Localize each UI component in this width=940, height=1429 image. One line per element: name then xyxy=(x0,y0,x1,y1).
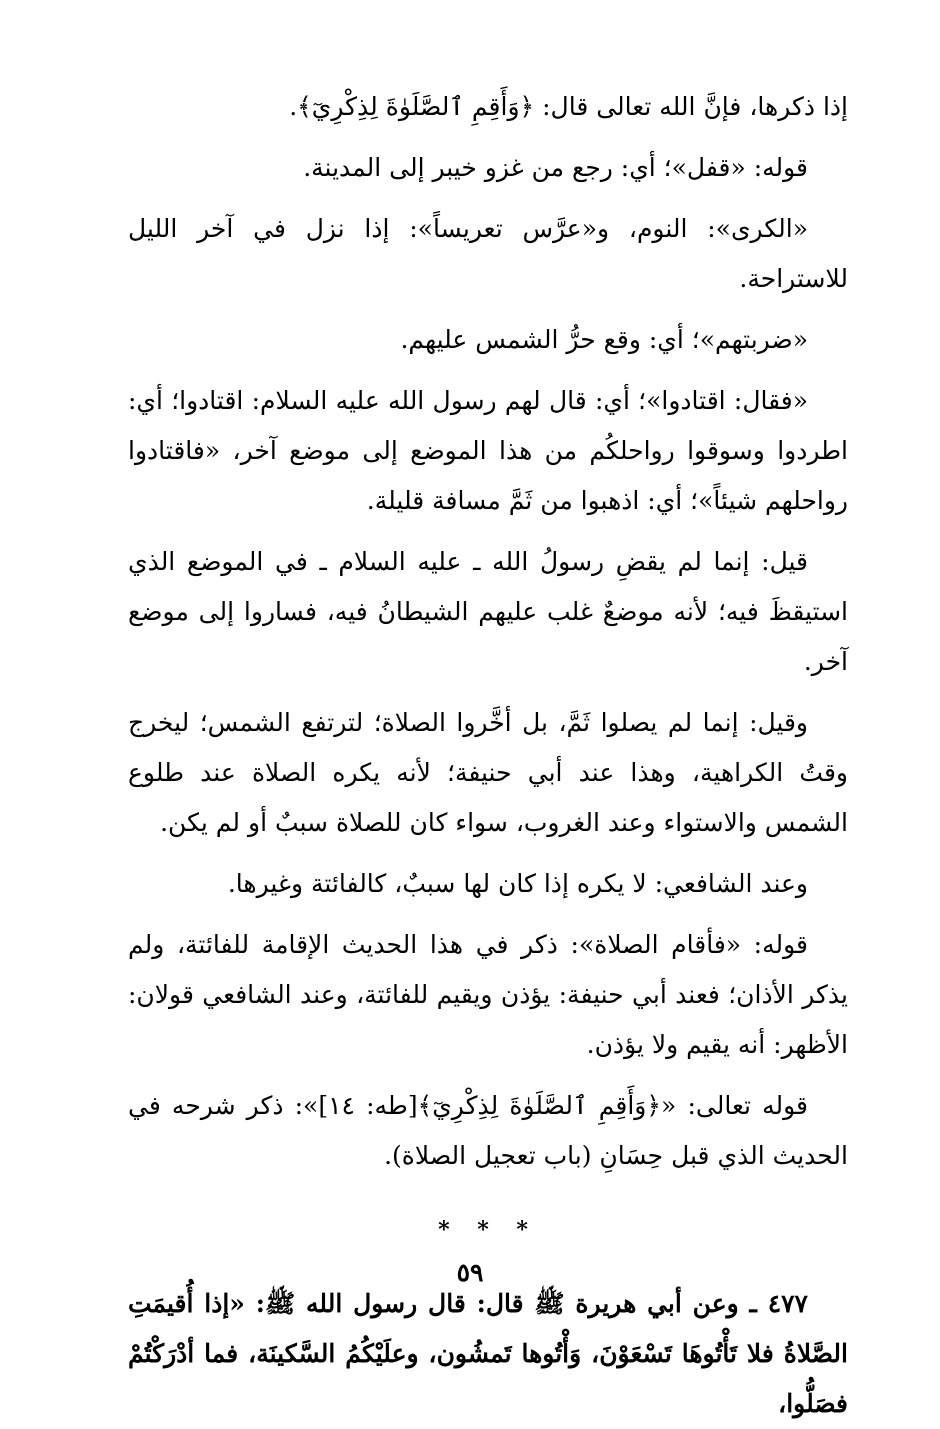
paragraph-9: قوله: «فأقام الصلاة»: ذكر في هذا الحديث الإقامة للفائتة، ولم يذكر الأذان؛ فعند أبي حنيفة: يؤذن ويقيم للفائتة، وعند الشافعي قولان: الأظهر: أنه يقيم ولا يؤذن. xyxy=(128,930,848,1059)
paragraph-7: وقيل: إنما لم يصلوا ثَمَّ، بل أخَّروا الصلاة؛ لترتفع الشمس؛ ليخرج وقتُ الكراهية، وهذا عند أبي حنيفة؛ لأنه يكره الصلاة عند طلوع الشمس والاستواء وعند الغروب، سواء كان للصلاة سببٌ أو لم يكن. xyxy=(128,708,848,837)
hadith-text: ٤٧٧ ـ وعن أبي هريرة ﷺ قال: قال رسول الله ﷺ: «إذا أُقيمَتِ الصَّلاةُ فلا تَأْتُوهَا تَسْعَوْنَ، وَأْتُوها تَمشُون، وعلَيْكُمُ السَّكينَة، فما أدْرَكْتُمْ فصَلُّوا، xyxy=(128,1289,848,1418)
page-number: ٥٩ xyxy=(456,1258,484,1287)
paragraph-2: قوله: «قفل»؛ أي: رجع من غزو خيبر إلى المدينة. xyxy=(303,153,808,182)
paragraph-4: «ضربتهم»؛ أي: وقع حرُّ الشمس عليهم. xyxy=(400,325,808,354)
paragraph-3: «الكرى»: النوم، و«عرَّس تعريساً»: إذا نزل في آخر الليل للاستراحة. xyxy=(128,214,848,293)
section-separator: * * * xyxy=(438,1217,538,1243)
paragraph-8: وعند الشافعي: لا يكره إذا كان لها سببٌ، كالفائتة وغيرها. xyxy=(227,869,808,898)
paragraph-10: قوله تعالى: «﴿وَأَقِمِ ٱلصَّلَوٰةَ لِذِكْرِيٓ﴾[طه: ١٤]»: ذكر شرحه في الحديث الذي قبل حِسَانِ (باب تعجيل الصلاة). xyxy=(128,1091,848,1170)
paragraph-6: قيل: إنما لم يقضِ رسولُ الله ـ عليه السلام ـ في الموضع الذي استيقظَ فيه؛ لأنه موضعٌ غلب عليهم الشيطانُ فيه، فساروا إلى موضع آخر. xyxy=(128,547,848,676)
paragraph-5: «فقال: اقتادوا»؛ أي: قال لهم رسول الله عليه السلام: اقتادوا؛ أي: اطردوا وسوقوا رواحلكُم من هذا الموضع إلى موضع آخر، «فاقتادوا رواحلهم شيئاً»؛ أي: اذهبوا من ثَمَّ مسافة قليلة. xyxy=(128,386,848,515)
paragraph-1: إذا ذكرها، فإنَّ الله تعالى قال: ﴿وَأَقِمِ ٱلصَّلَوٰةَ لِذِكْرِيٓ﴾. xyxy=(289,92,848,121)
